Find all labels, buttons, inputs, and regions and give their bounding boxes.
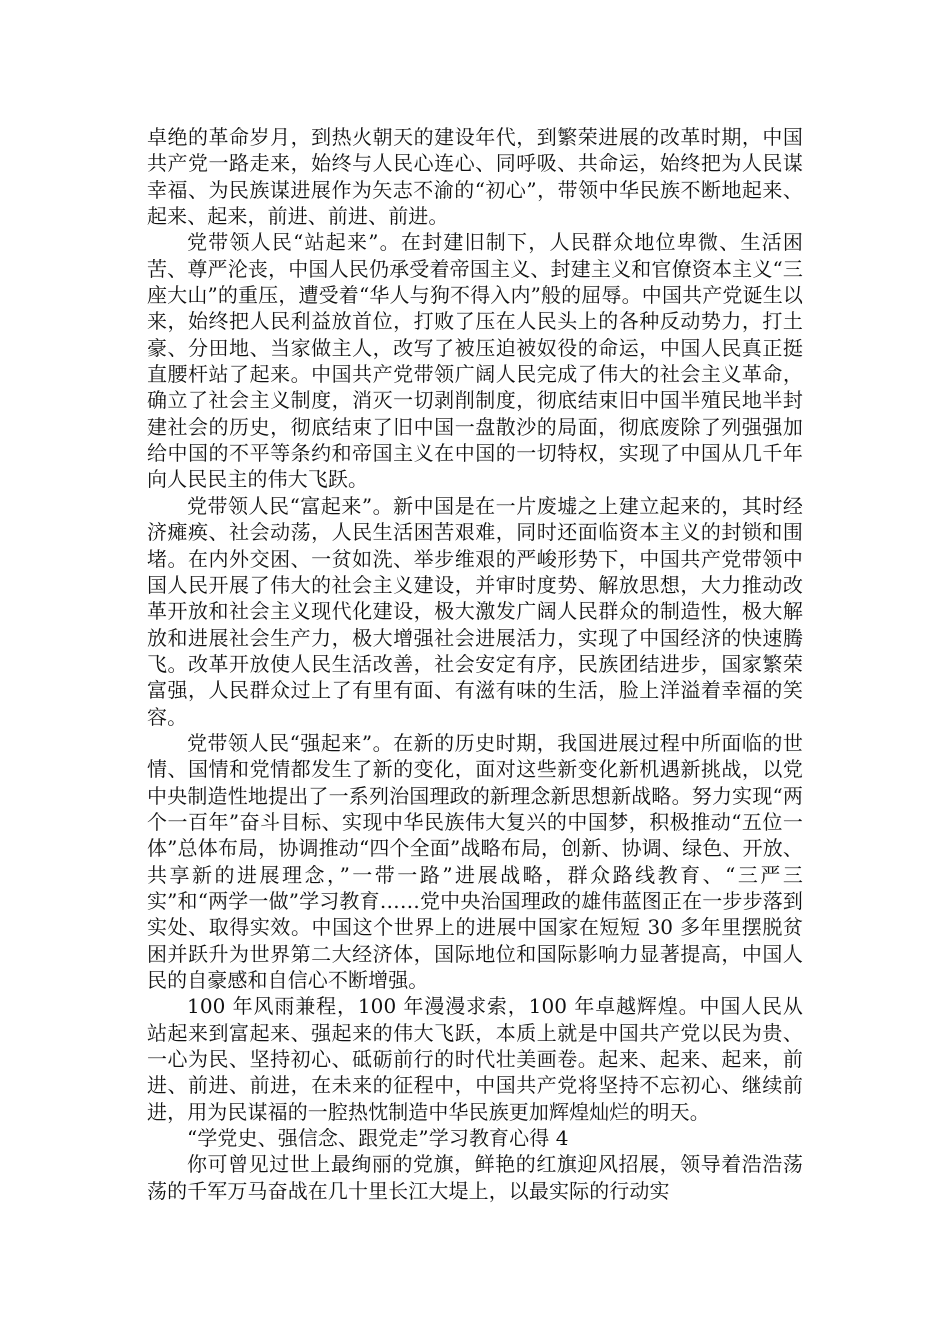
paragraph-stand-up: 党带领人民“站起来”。在封建旧制下，人民群众地位卑微、生活困苦、尊严沦丧，中国人民仍承受着帝国主义、封建主义和官僚资本主义“三座大山”的重压，遭受着“华人与狗不得入内”般的屈辱。中国共产党诞生以来，始终把人民利益放首位，打败了压在人民头上的各种反动势力，打土豪、分田地、当家做主人，改写了被压迫被奴役的命运，中国人民真正挺直腰杆站了起来。中国共产党带领广阔人民完成了伟大的社会主义革命，确立了社会主义制度，消灭一切剥削制度，彻底结束旧中国半殖民地半封建社会的历史，彻底结束了旧中国一盘散沙的局面，彻底废除了列强强加给中国的不平等条约和帝国主义在中国的一切特权，实现了中国从几千年向人民民主的伟大飞跃。 — [147, 230, 803, 492]
paragraph-centenary: 100 年风雨兼程，100 年漫漫求索，100 年卓越辉煌。中国人民从站起来到富起来、强起来的伟大飞跃，本质上就是中国共产党以民为贵、一心为民、坚持初心、砥砺前行的时代壮美画卷。起来、起来、起来，前进、前进、前进，在未来的征程中，中国共产党将坚持不忘初心、继续前进，用为民谋福的一腔热忱制造中华民族更加辉煌灿烂的明天。 — [147, 994, 803, 1124]
paragraph-1: 卓绝的革命岁月，到热火朝天的建设年代，到繁荣进展的改革时期，中国共产党一路走来，始终与人民心连心、同呼吸、共命运，始终把为人民谋幸福、为民族谋进展作为矢志不渝的“初心”，带领中华民族不断地起来、起来、起来，前进、前进、前进。 — [147, 125, 803, 229]
paragraph-get-strong: 党带领人民“强起来”。在新的历史时期，我国进展过程中所面临的世情、国情和党情都发生了新的变化，面对这些新变化新机遇新挑战，以党中央制造性地提出了一系列治国理政的新理念新思想新战略。努力实现“两个一百年”奋斗目标、实现中华民族伟大复兴的中国梦，积极推动“五位一体”总体布局，协调推动“四个全面”战略布局，创新、协调、绿色、开放、共享新的进展理念，”一带一路”进展战略，群众路线教育、“三严三实”和“两学一做”学习教育……党中央治国理政的雄伟蓝图正在一步步落到实处、取得实效。中国这个世界上的进展中国家在短短 30 多年里摆脱贫困并跃升为世界第二大经济体，国际地位和国际影响力显著提高，中国人民的自豪感和自信心不断增强。 — [147, 730, 803, 992]
section-heading: “学党史、强信念、跟党走”学习教育心得 4 — [187, 1126, 569, 1151]
paragraph-party-flag: 你可曾见过世上最绚丽的党旗，鲜艳的红旗迎风招展，领导着浩浩荡荡的千军万马奋战在几十里长江大堤上，以最实际的行动实 — [147, 1152, 803, 1203]
document-page — [147, 124, 803, 1204]
paragraph-get-rich: 党带领人民“富起来”。新中国是在一片废墟之上建立起来的，其时经济瘫痪、社会动荡，人民生活困苦艰难，同时还面临资本主义的封锁和围堵。在内外交困、一贫如洗、举步维艰的严峻形势下，中国共产党带领中国人民开展了伟大的社会主义建设，并审时度势、解放思想，大力推动改革开放和社会主义现代化建设，极大激发广阔人民群众的制造性，极大解放和进展社会生产力，极大增强社会进展活力，实现了中国经济的快速腾飞。改革开放使人民生活改善，社会安定有序，民族团结进步，国家繁荣富强，人民群众过上了有里有面、有滋有味的生活，脸上洋溢着幸福的笑容。 — [147, 493, 803, 729]
